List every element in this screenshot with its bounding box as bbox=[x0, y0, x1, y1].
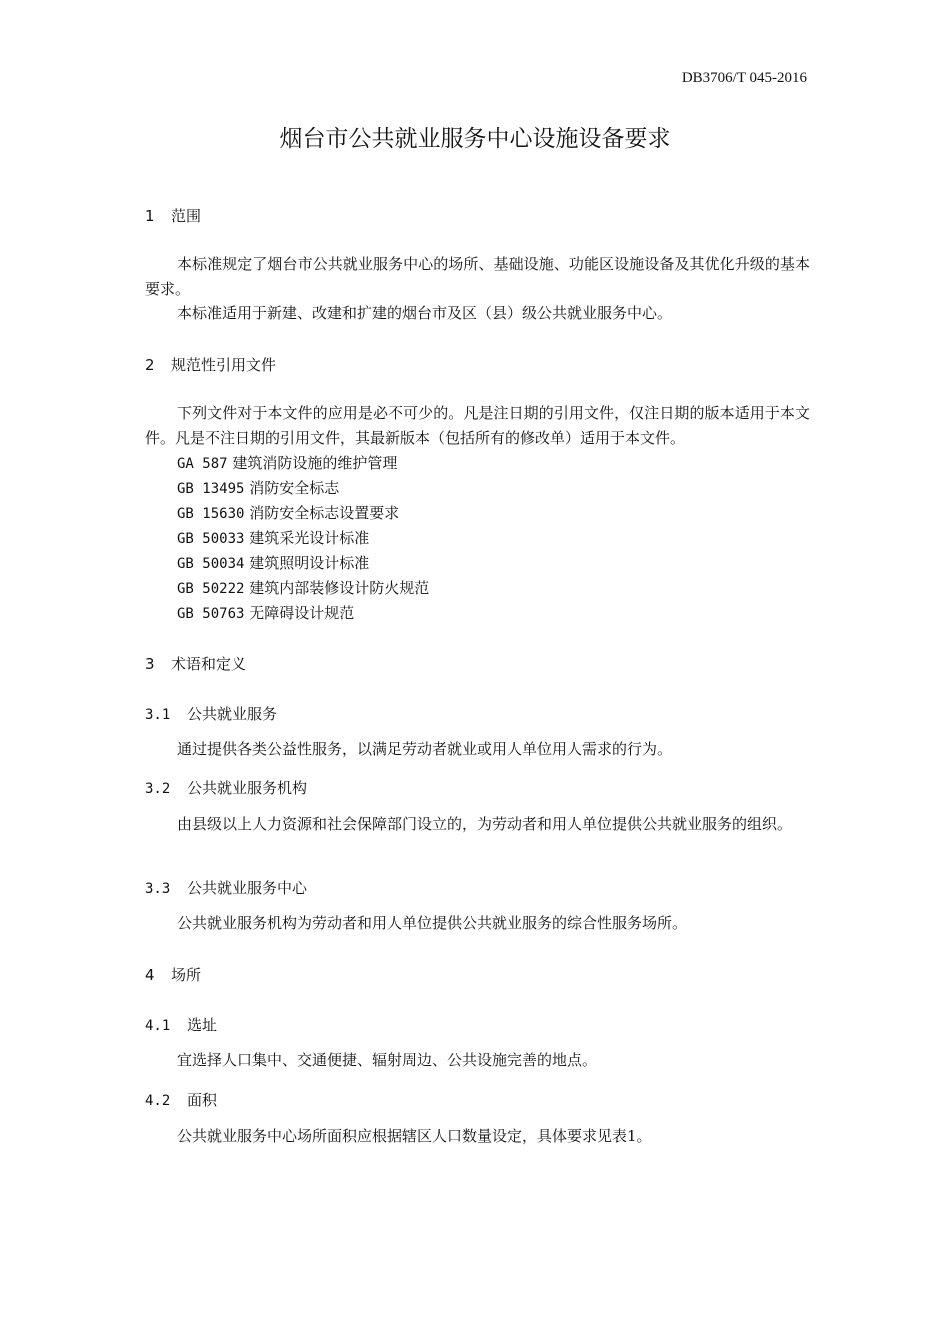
reference-code: GB 50222 bbox=[177, 581, 245, 597]
section-number: 3 bbox=[145, 655, 155, 673]
reference-name: 建筑消防设施的维护管理 bbox=[232, 454, 398, 472]
reference-code: GB 13495 bbox=[177, 481, 245, 497]
section-title: 场所 bbox=[171, 966, 202, 984]
definition-text: 由县级以上人力资源和社会保障部门设立的，为劳动者和用人单位提供公共就业服务的组织。 bbox=[177, 815, 793, 833]
subsection-3-3-heading bbox=[145, 877, 307, 898]
subsection-title: 公共就业服务机构 bbox=[187, 779, 308, 797]
section-1-heading bbox=[145, 205, 201, 226]
reference-code: GB 50763 bbox=[177, 606, 245, 622]
scope-paragraph-1: 本标准规定了烟台市公共就业服务中心的场所、基础设施、功能区设施设备及其优化升级的基本要求。 bbox=[145, 255, 810, 298]
reference-code: GB 50034 bbox=[177, 556, 245, 572]
section-3-heading bbox=[145, 653, 246, 674]
section-title: 术语和定义 bbox=[171, 655, 247, 673]
reference-item bbox=[177, 477, 339, 498]
reference-name: 建筑照明设计标准 bbox=[249, 554, 370, 572]
subsection-title: 面积 bbox=[187, 1091, 218, 1109]
reference-code: GB 15630 bbox=[177, 506, 245, 522]
scope-paragraph-2: 本标准适用于新建、改建和扩建的烟台市及区（县）级公共就业服务中心。 bbox=[177, 304, 673, 322]
section-2-heading bbox=[145, 354, 276, 375]
subsection-title: 选址 bbox=[187, 1016, 218, 1034]
reference-item bbox=[177, 577, 429, 598]
section-title: 规范性引用文件 bbox=[171, 356, 277, 374]
definition-text: 公共就业服务机构为劳动者和用人单位提供公共就业服务的综合性服务场所。 bbox=[177, 914, 688, 932]
subsection-title: 公共就业服务 bbox=[187, 705, 278, 723]
reference-item bbox=[177, 552, 369, 573]
subsection-3-2-heading bbox=[145, 777, 307, 798]
reference-code: GA 587 bbox=[177, 456, 228, 472]
subsection-title: 公共就业服务中心 bbox=[187, 879, 308, 897]
section-number: 4 bbox=[145, 966, 155, 984]
reference-name: 无障碍设计规范 bbox=[249, 604, 355, 622]
reference-item bbox=[177, 452, 397, 473]
reference-code: GB 50033 bbox=[177, 531, 245, 547]
definition-text: 通过提供各类公益性服务，以满足劳动者就业或用人单位用人需求的行为。 bbox=[177, 740, 673, 758]
reference-name: 消防安全标志 bbox=[249, 479, 340, 497]
subsection-number: 3.3 bbox=[145, 881, 171, 897]
subsection-number: 4.2 bbox=[145, 1093, 171, 1109]
normative-references-intro: 下列文件对于本文件的应用是必不可少的。凡是注日期的引用文件，仅注日期的版本适用于本文件。凡是不注日期的引用文件，其最新版本（包括所有的修改单）适用于本文件。 bbox=[145, 404, 810, 447]
reference-name: 建筑内部装修设计防火规范 bbox=[249, 579, 430, 597]
subsection-number: 3.2 bbox=[145, 781, 171, 797]
reference-name: 建筑采光设计标准 bbox=[249, 529, 370, 547]
subsection-number: 4.1 bbox=[145, 1018, 171, 1034]
subsection-number: 3.1 bbox=[145, 707, 171, 723]
reference-name: 消防安全标志设置要求 bbox=[249, 504, 400, 522]
subsection-3-1-heading bbox=[145, 703, 277, 724]
subsection-4-2-heading bbox=[145, 1089, 217, 1110]
section-number: 2 bbox=[145, 356, 155, 374]
document-title: 烟台市公共就业服务中心设施设备要求 bbox=[279, 126, 671, 152]
reference-item bbox=[177, 527, 369, 548]
section-number: 1 bbox=[145, 207, 155, 225]
reference-item bbox=[177, 502, 399, 523]
reference-item bbox=[177, 602, 354, 623]
area-requirement-text: 公共就业服务中心场所面积应根据辖区人口数量设定，具体要求见表1。 bbox=[177, 1127, 652, 1145]
section-title: 范围 bbox=[171, 207, 202, 225]
subsection-4-1-heading bbox=[145, 1014, 217, 1035]
document-id: DB3706/T 045-2016 bbox=[681, 70, 807, 86]
site-selection-text: 宜选择人口集中、交通便捷、辐射周边、公共设施完善的地点。 bbox=[177, 1051, 598, 1069]
section-4-heading bbox=[145, 964, 201, 985]
